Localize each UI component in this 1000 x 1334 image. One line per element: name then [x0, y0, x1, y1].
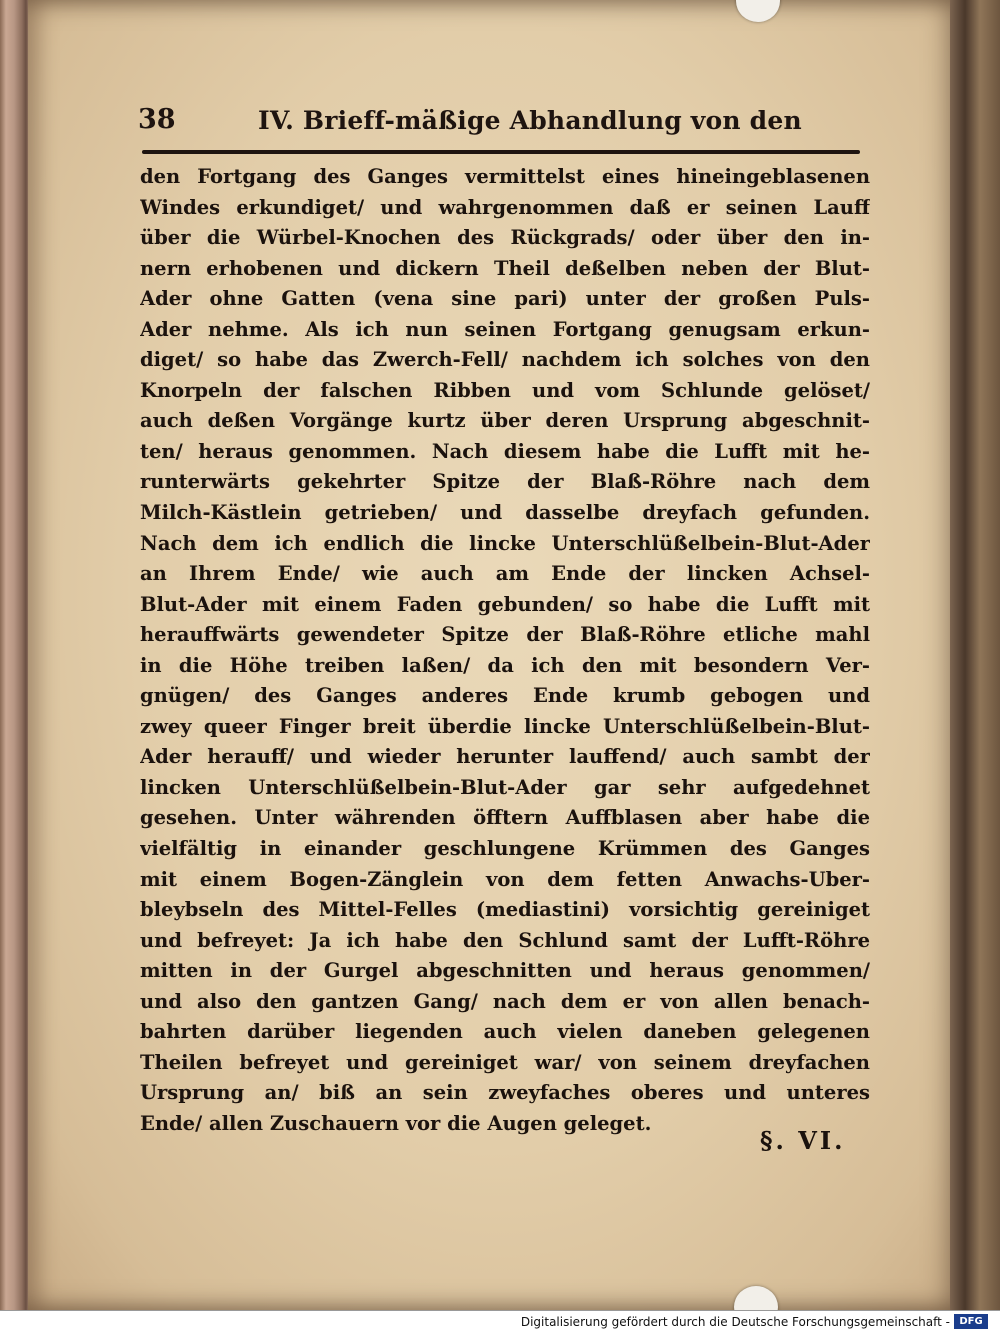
text-line: vielfältig in einander geschlungene Krümmen des Ganges [140, 837, 870, 861]
text-line: runterwärts gekehrter Spitze der Blaß-Röhre nach dem [140, 470, 870, 494]
text-line: auch deßen Vorgänge kurtz über deren Ursprung abgeschnit- [140, 409, 870, 433]
text-line: zwey queer Finger breit überdie lincke Unterschlüßelbein-Blut- [140, 714, 870, 738]
text-line: gnügen/ des Ganges anderes Ende krumb gebogen und [140, 684, 870, 708]
dfg-logo: DFG [954, 1314, 988, 1329]
text-line: Ader ohne Gatten (vena sine pari) unter der großen Puls- [140, 287, 870, 311]
page-header [138, 104, 868, 144]
text-line: Knorpeln der falschen Ribben und vom Schlunde gelöset/ [140, 378, 870, 402]
footer-bar [0, 1310, 1000, 1334]
section-catchword: §. VI. [760, 1126, 846, 1155]
text-line: Windes erkundiget/ und wahrgenommen daß er seinen Lauff [140, 195, 870, 219]
body-text [140, 162, 870, 1140]
text-line: diget/ so habe das Zwerch-Fell/ nachdem ich solches von den [140, 348, 870, 372]
text-line: in die Höhe treiben laßen/ da ich den mit besondern Ver- [140, 653, 870, 677]
text-line: an Ihrem Ende/ wie auch am Ende der lincken Achsel- [140, 562, 870, 586]
text-line: bleybseln des Mittel-Felles (mediastini) vorsichtig gereiniget [140, 898, 870, 922]
page-number: 38 [138, 104, 176, 135]
text-line: Ende/ allen Zuschauern vor die Augen geleget. [140, 1111, 652, 1135]
book-edge [950, 0, 1000, 1310]
text-line: lincken Unterschlüßelbein-Blut-Ader gar sehr aufgedehnet [140, 775, 870, 799]
text-line: mit einem Bogen-Zänglein von dem fetten Anwachs-Uber- [140, 867, 870, 891]
text-line: und befreyet: Ja ich habe den Schlund samt der Lufft-Röhre [140, 928, 870, 952]
text-line: herauffwärts gewendeter Spitze der Blaß-Röhre etliche mahl [140, 623, 870, 647]
text-line: Ader herauff/ und wieder herunter lauffend/ auch sambt der [140, 745, 870, 769]
text-line: bahrten darüber liegenden auch vielen daneben gelegenen [140, 1020, 870, 1044]
text-line: und also den gantzen Gang/ nach dem er von allen benach- [140, 989, 870, 1013]
text-line: ten/ heraus genommen. Nach diesem habe die Lufft mit he- [140, 439, 870, 463]
text-line: den Fortgang des Ganges vermittelst eines hineingeblasenen [140, 165, 870, 188]
text-line: Milch-Kästlein getrieben/ und dasselbe dreyfach gefunden. [140, 501, 870, 525]
text-line: über die Würbel-Knochen des Rückgrads/ oder über den in- [140, 226, 870, 250]
text-line: Nach dem ich endlich die lincke Unterschlüßelbein-Blut-Ader [140, 531, 870, 555]
header-rule [142, 150, 860, 154]
text-line: Blut-Ader mit einem Faden gebunden/ so habe die Lufft mit [140, 592, 870, 616]
text-line: Ursprung an/ biß an sein zweyfaches oberes und unteres [140, 1081, 870, 1105]
footer-credit: Digitalisierung gefördert durch die Deutsche Forschungsgemeinschaft - [520, 1315, 950, 1329]
text-line: nern erhobenen und dickern Theil deßelben neben der Blut- [140, 256, 870, 280]
text-line: gesehen. Unter währenden öfftern Auffblasen aber habe die [140, 806, 870, 830]
text-line: Ader nehme. Als ich nun seinen Fortgang genugsam erkun- [140, 317, 870, 341]
text-line: mitten in der Gurgel abgeschnitten und heraus genommen/ [140, 959, 870, 983]
text-line: Theilen befreyet und gereiniget war/ von seinem dreyfachen [140, 1050, 870, 1074]
running-head: IV. Brieff-mäßige Abhandlung von den [258, 106, 802, 135]
